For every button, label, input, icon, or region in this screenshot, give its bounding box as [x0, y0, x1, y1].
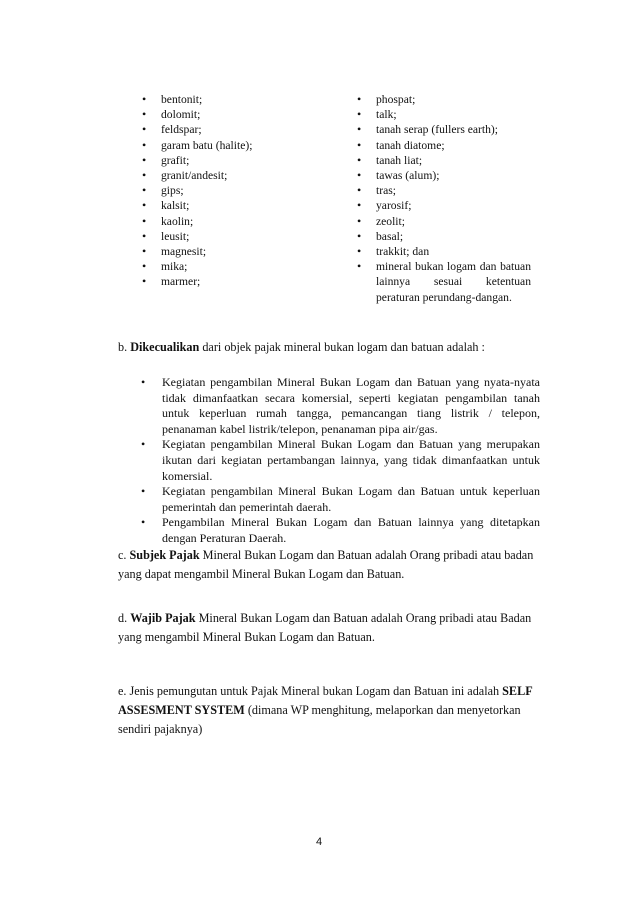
section-b-text: dari objek pajak mineral bukan logam dan batuan adalah :	[202, 340, 485, 354]
section-c-heading: Subjek Pajak	[129, 548, 200, 562]
list-item: • gips;	[161, 183, 341, 198]
list-item: • Pengambilan Mineral Bukan Logam dan Batuan lainnya yang ditetapkan dengan Peraturan Daerah.	[162, 515, 540, 546]
section-c-text: Mineral Bukan Logam dan Batuan adalah Orang pribadi atau badan yang dapat mengambil Mineral Bukan Logam dan Batuan.	[118, 548, 534, 581]
section-b-intro	[118, 338, 538, 357]
section-d-text: Mineral Bukan Logam dan Batuan adalah Orang pribadi atau Badan yang mengambil Mineral Bukan Logam dan Batuan.	[118, 611, 532, 644]
list-item: • granit/andesit;	[161, 168, 341, 183]
section-e-text2: (dimana WP menghitung, melaporkan dan menyetorkan sendiri pajaknya)	[118, 703, 521, 736]
section-d-heading: Wajib Pajak	[130, 611, 196, 625]
list-item: • kalsit;	[161, 198, 341, 213]
list-item: • grafit;	[161, 153, 341, 168]
list-item: • magnesit;	[161, 244, 341, 259]
mineral-list-left	[161, 92, 341, 290]
list-item: • tanah diatome;	[376, 138, 531, 153]
list-item: • dolomit;	[161, 107, 341, 122]
section-prefix: d.	[118, 611, 128, 625]
list-item: • garam batu (halite);	[161, 138, 341, 153]
list-item: • leusit;	[161, 229, 341, 244]
section-c	[118, 546, 538, 584]
section-e-text: e. Jenis pemungutan untuk Pajak Mineral bukan Logam dan Batuan ini adalah	[118, 684, 500, 698]
list-item: • Kegiatan pengambilan Mineral Bukan Logam dan Batuan yang nyata-nyata tidak dimanfaatkan secara komersial, seperti kegiatan pengambilan tanah untuk keperluan rumah tangga, pemancangan tiang listrik / telepon, penanaman kabel listrik/telepon, penanaman pipa air/gas.	[162, 375, 540, 437]
exclusion-list	[162, 375, 540, 547]
list-item: • kaolin;	[161, 214, 341, 229]
section-e-heading: SELF ASSESMENT SYSTEM	[118, 684, 533, 717]
list-item: • tanah serap (fullers earth);	[376, 122, 531, 137]
section-d	[118, 609, 538, 647]
list-item: • trakkit; dan	[376, 244, 531, 259]
list-item: • mika;	[161, 259, 341, 274]
list-item: • Kegiatan pengambilan Mineral Bukan Logam dan Batuan yang merupakan ikutan dari kegiatan pertambangan lainnya, yang tidak dimanfaatkan untuk komersial.	[162, 437, 540, 484]
list-item: • tras;	[376, 183, 531, 198]
list-item: • yarosif;	[376, 198, 531, 213]
list-item: • feldspar;	[161, 122, 341, 137]
list-item: • marmer;	[161, 274, 341, 289]
list-item: • tanah liat;	[376, 153, 531, 168]
list-item: • phospat;	[376, 92, 531, 107]
list-item: • basal;	[376, 229, 531, 244]
list-item: • mineral bukan logam dan batuan lainnya sesuai ketentuan peraturan perundang-dangan.	[376, 259, 531, 305]
list-item: • talk;	[376, 107, 531, 122]
list-item: • bentonit;	[161, 92, 341, 107]
section-e	[118, 682, 538, 739]
list-item: • Kegiatan pengambilan Mineral Bukan Logam dan Batuan untuk keperluan pemerintah dan pemerintah daerah.	[162, 484, 540, 515]
section-prefix: c.	[118, 548, 127, 562]
section-prefix: b.	[118, 340, 128, 354]
page-number: 4	[315, 836, 323, 848]
section-b-heading: Dikecualikan	[130, 340, 200, 354]
mineral-list-right	[376, 92, 531, 305]
list-item: • zeolit;	[376, 214, 531, 229]
list-item: • tawas (alum);	[376, 168, 531, 183]
